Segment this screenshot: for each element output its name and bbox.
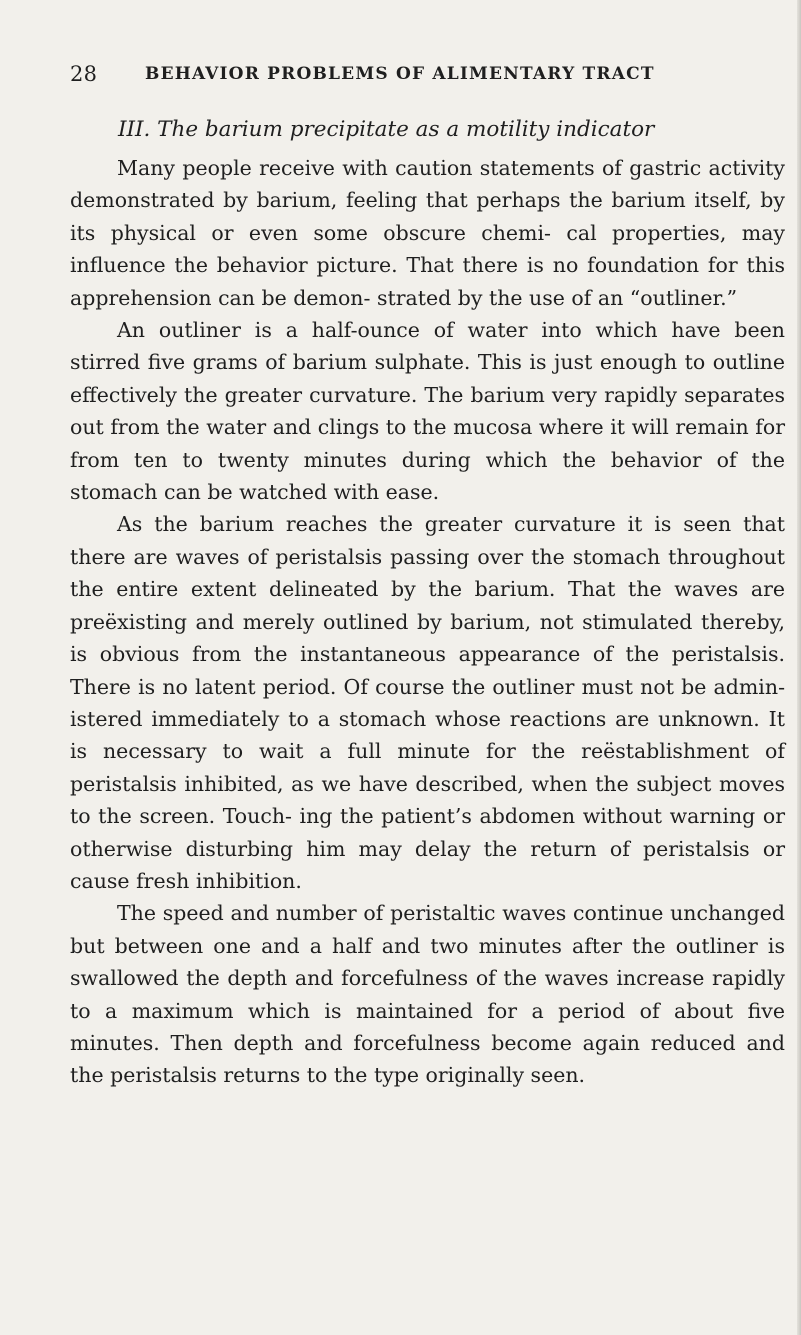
paragraph: Many people receive with caution statements of gastric activity demonstrated by barium, feeling that perhaps the barium itself, by its physical or even some obscure chemi- cal properties, may influence the behavior picture. That there is no foundation for this apprehension can be demon- strated by the use of an “outliner.” [70, 156, 785, 310]
book-page [70, 62, 785, 1092]
running-head [70, 62, 785, 96]
paragraph: An outliner is a half-ounce of water into which have been stirred five grams of barium sulphate. This is just enough to outline effectively the greater curvature. The barium very rapidly separates out from the water and clings to the mucosa where it will remain for from ten to twenty minutes during which the behavior of the stomach can be watched with ease. [70, 318, 785, 505]
page-edge-shadow [797, 0, 801, 1335]
body-text [70, 152, 785, 1092]
page-number: 28 [70, 62, 98, 86]
section-heading: III. The barium precipitate as a motility indicator [118, 117, 655, 142]
paragraph: As the barium reaches the greater curvature it is seen that there are waves of peristalsis passing over the stomach throughout the entire extent delineated by the barium. That the waves are preëxisting and merely outlined by barium, not stimulated thereby, is obvious from the instantaneous appearance of the peristalsis. There is no latent period. Of course the outliner must not be admin- istered immediately to a stomach whose reactions are unknown. It is necessary to wait a full minute for the reëstablishment of peristalsis inhibited, as we have described, when the subject moves to the screen. Touch- ing the patient’s abdomen without warning or otherwise disturbing him may delay the return of peristalsis or cause fresh inhibition. [70, 512, 785, 893]
paragraph: The speed and number of peristaltic waves continue unchanged but between one and a half and two minutes after the outliner is swallowed the depth and forcefulness of the waves increase rapidly to a maximum which is maintained for a period of about five minutes. Then depth and forcefulness become again reduced and the peristalsis returns to the type originally seen. [70, 901, 785, 1088]
running-head-title: BEHAVIOR PROBLEMS OF ALIMENTARY TRACT [145, 64, 655, 84]
